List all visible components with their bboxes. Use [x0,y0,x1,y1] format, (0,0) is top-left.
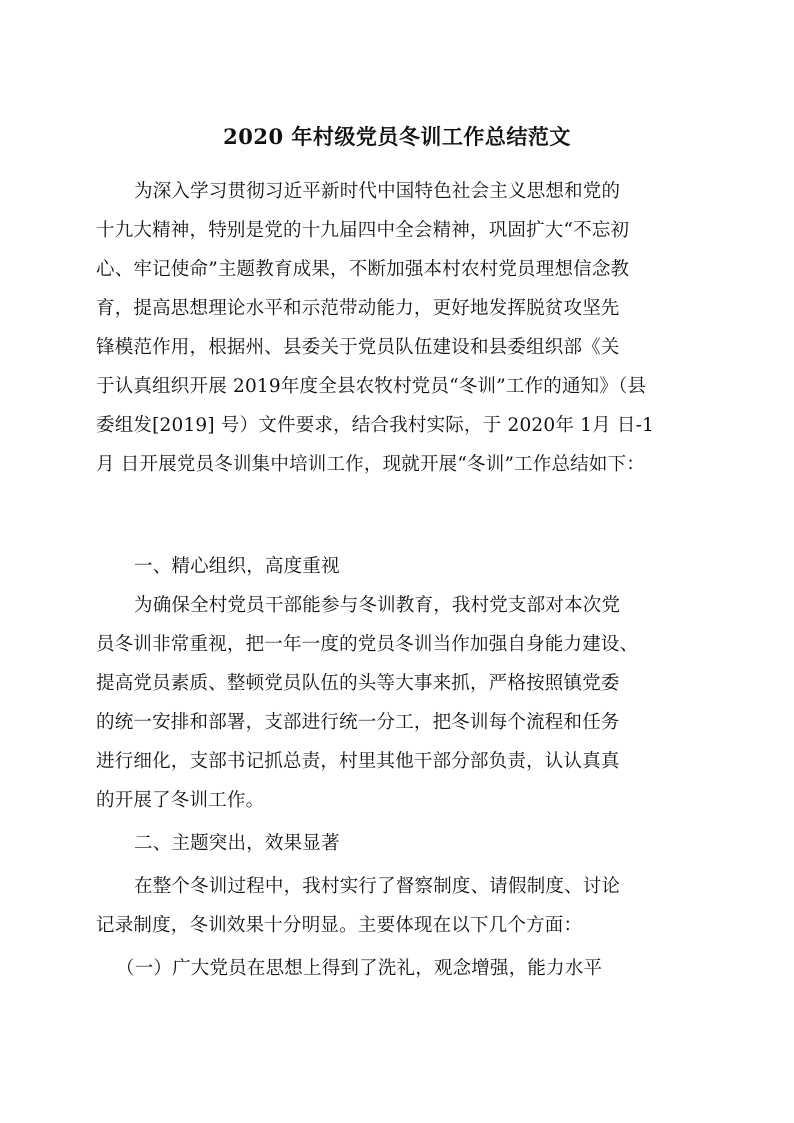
paragraph-line: 锋模范作用，根据州、县委关于党员队伍建设和县委组织部《关 [96,337,620,358]
paragraph-line: 月 日开展党员冬训集中培训工作，现就开展“冬训”工作总结如下： [96,454,645,475]
paragraph-line: 在整个冬训过程中，我村实行了督察制度、请假制度、讨论 [134,876,621,897]
section-heading: 二、主题突出，效果显著 [134,833,340,854]
paragraph-line: 十九大精神，特别是党的十九届四中全会精神，巩固扩大“不忘初 [96,220,630,241]
paragraph-line: 为确保全村党员干部能参与冬训教育，我村党支部对本次党 [134,595,621,616]
paragraph-line: 记录制度，冬训效果十分明显。主要体现在以下几个方面： [96,915,583,936]
paragraph-line: 员冬训非常重视，把一年一度的党员冬训当作加强自身能力建设、 [96,634,639,655]
paragraph-line: 委组发[2019] 号）文件要求，结合我村实际，于 2020年 1月 日-1 [96,415,655,436]
paragraph-line: （一）广大党员在思想上得到了洗礼，观念增强，能力水平 [116,958,603,979]
paragraph-line: 进行细化，支部书记抓总责，村里其他干部分部负责，认认真真 [96,751,620,772]
paragraph-line: 为深入学习贯彻习近平新时代中国特色社会主义思想和党的 [134,181,621,202]
paragraph-line: 提高党员素质、整顿党员队伍的头等大事来抓，严格按照镇党委 [96,673,620,694]
document-title: 2020 年村级党员冬训工作总结范文 [223,124,571,149]
section-heading: 一、精心组织，高度重视 [134,556,340,577]
paragraph-line: 于认真组织开展 2019年度全县农牧村党员“冬训”工作的通知》（县 [96,376,647,397]
paragraph-line: 心、牢记使命”主题教育成果，不断加强本村农村党员理想信念教 [96,259,630,280]
paragraph-line: 育，提高思想理论水平和示范带动能力，更好地发挥脱贫攻坚先 [96,298,620,319]
paragraph-line: 的统一安排和部署，支部进行统一分工，把冬训每个流程和任务 [96,712,620,733]
paragraph-line: 的开展了冬训工作。 [96,790,265,811]
